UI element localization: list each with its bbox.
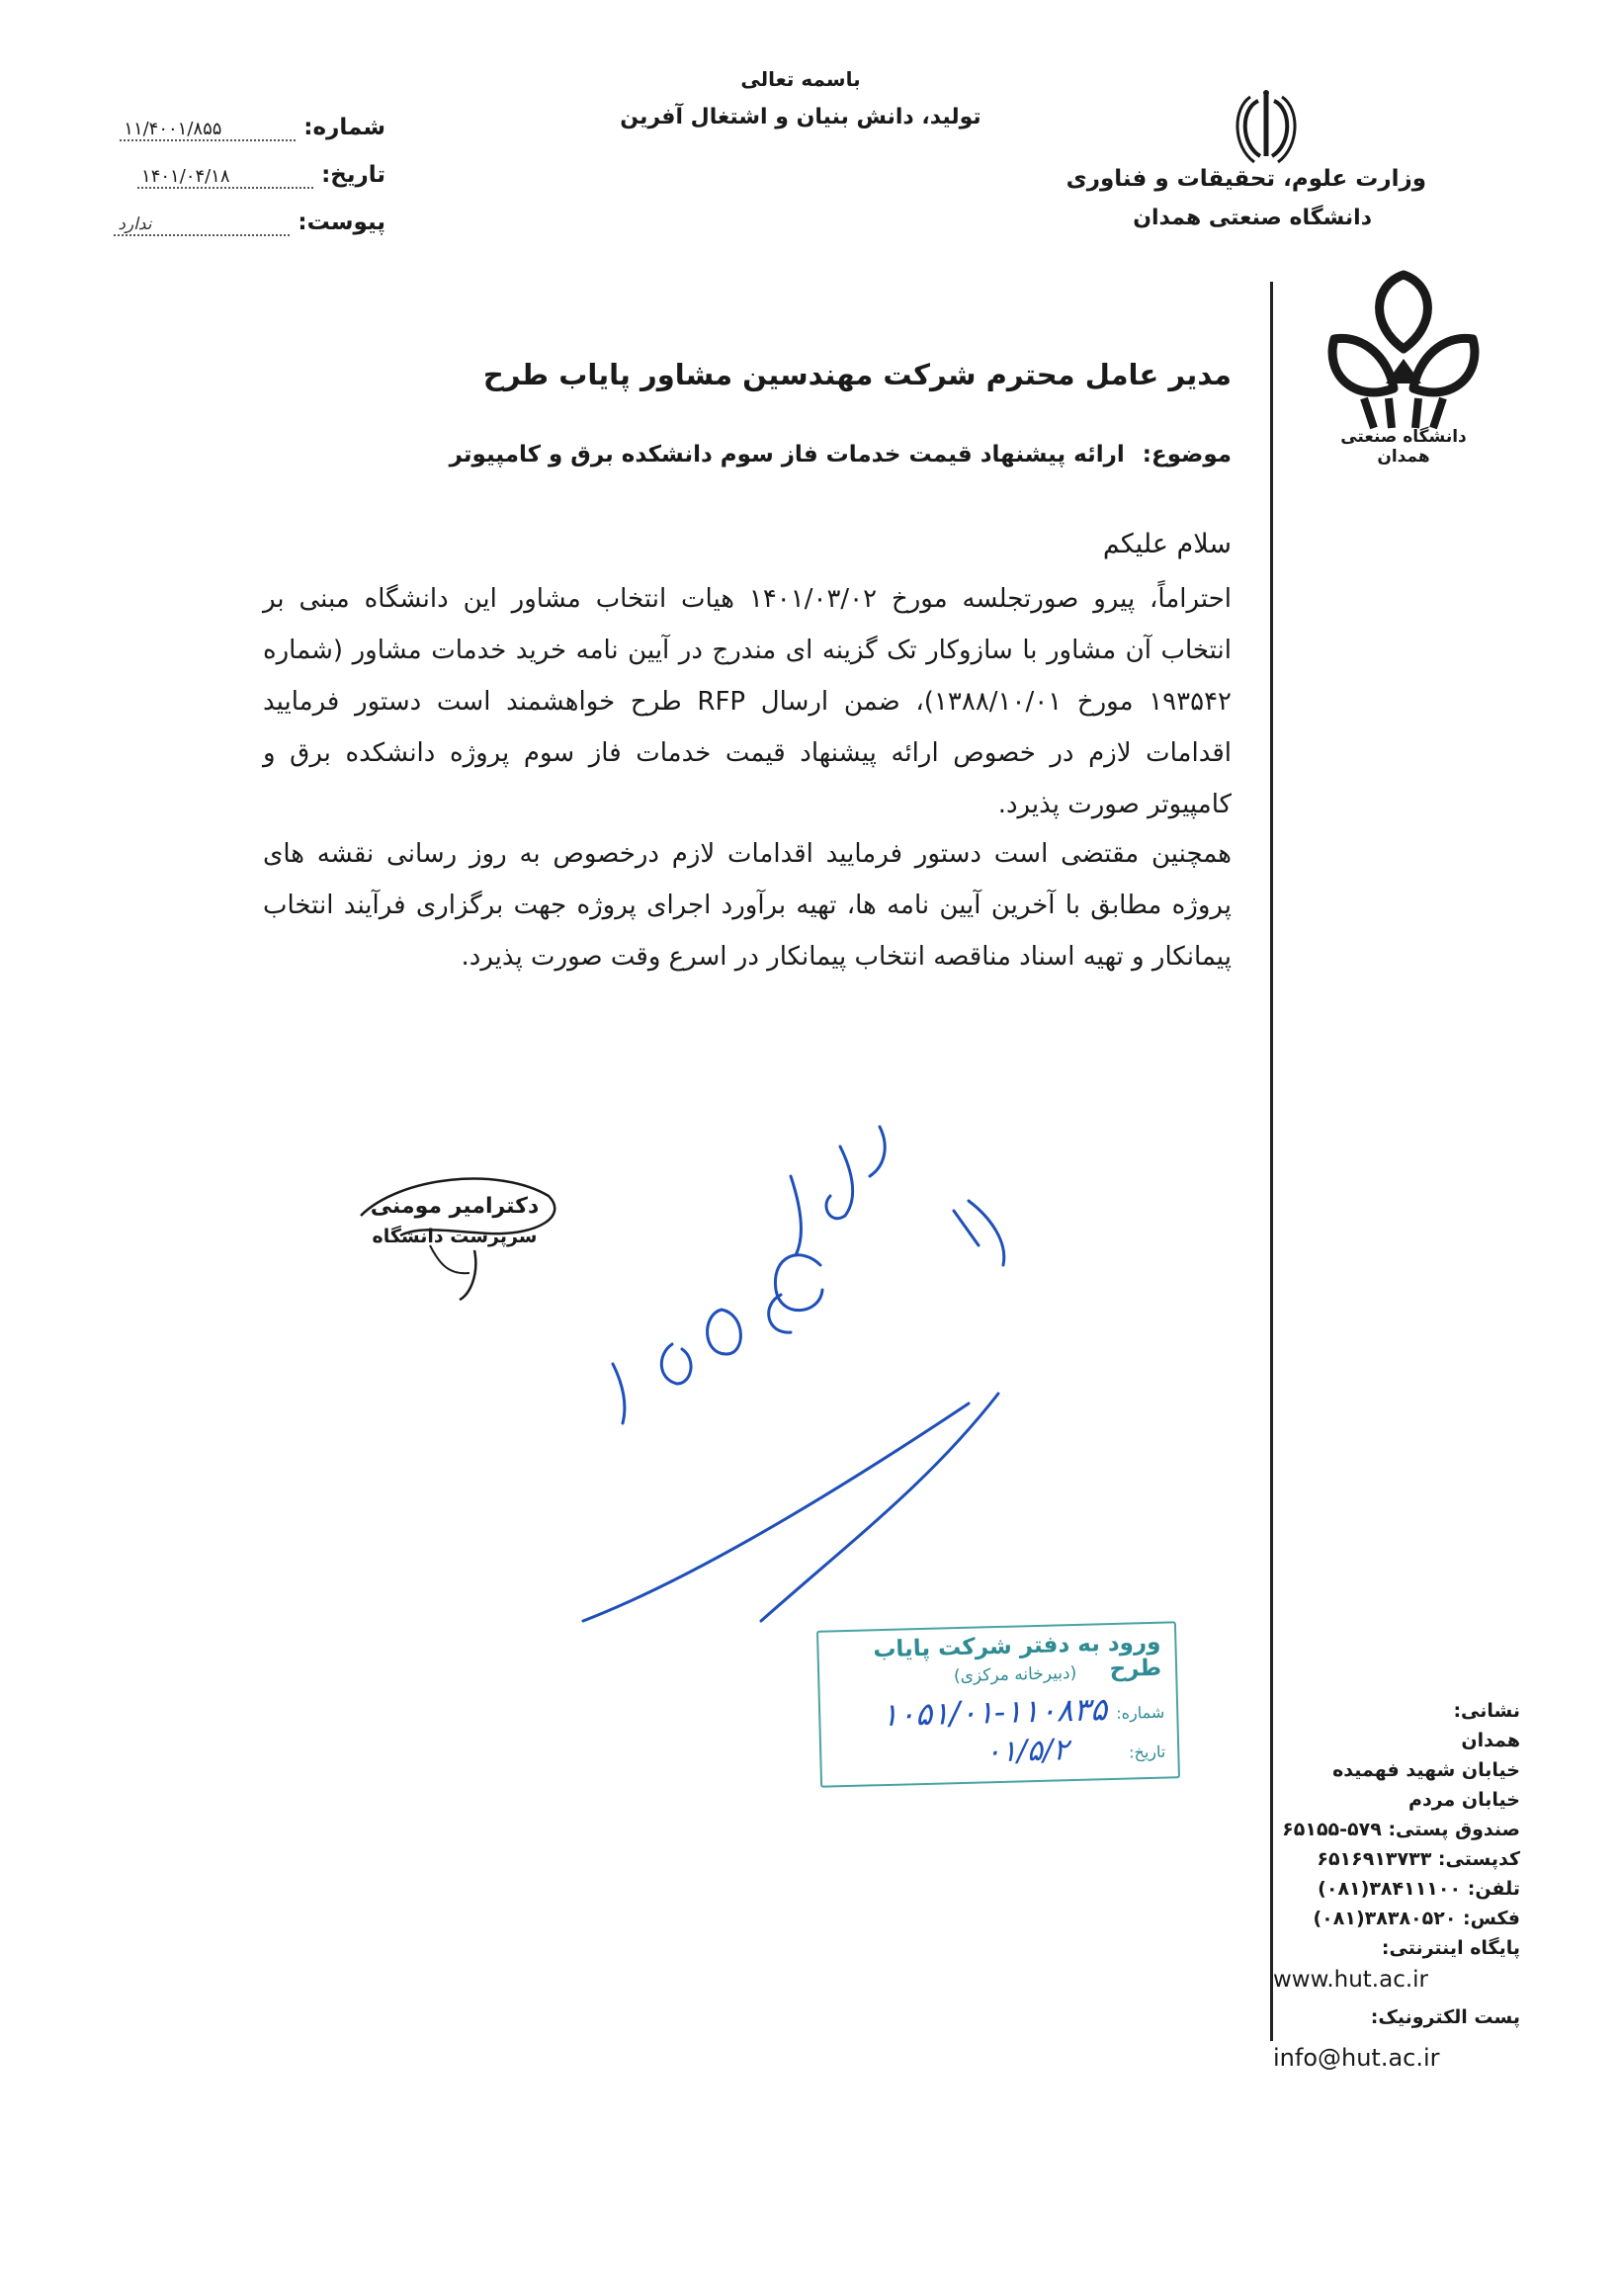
address-fax: فکس: ۳۸۳۸۰۵۲۰(۰۸۱) — [1313, 1908, 1520, 1929]
body-paragraph-1: احتراماً، پیرو صورتجلسه مورخ ۱۴۰۱/۰۳/۰۲ هیات انتخاب مشاور این دانشگاه مبنی بر انتخاب آن مشاور با سازوکار تک گزینه ای مندرج در آیین نامه خرید خدمات مشاور (شماره ۱۹۳۵۴۲ مورخ ۱۳۸۸/۱۰/۰۱)، ضمن ارسال RFP طرح خواهشمند است دستور فرمایید اقدامات لازم در خصوص ارائه پیشنهاد قیمت خدمات فاز سوم پروژه دانشکده برق و کامپیوتر صورت پذیرد. — [263, 584, 1232, 819]
greeting: سلام علیکم — [1102, 529, 1232, 559]
subject-label: موضوع: — [1142, 442, 1232, 468]
address-website-label: پایگاه اینترنتی: — [1381, 1937, 1520, 1959]
letter-attachment-value: ندارد — [114, 214, 290, 236]
stamp-number-value: ۱۰۵۱/۰۱-۱۱۰۸۳۵ — [881, 1690, 1108, 1735]
stamp-date-value: ۰۱/۵/۲ — [984, 1733, 1069, 1770]
letter-attachment-label: پیوست: — [298, 210, 385, 235]
letter-number-value: ۱۱/۴۰۰۱/۸۵۵ — [120, 119, 296, 141]
stamp-date-label: تاریخ: — [1128, 1742, 1166, 1762]
column-divider — [1270, 282, 1273, 2041]
address-website[interactable]: www.hut.ac.ir — [1273, 1967, 1429, 1993]
letter-attachment-row — [114, 210, 385, 236]
stamp-number-label: شماره: — [1115, 1702, 1165, 1723]
ministry-name: وزارت علوم، تحقیقات و فناوری — [1065, 166, 1426, 192]
receipt-stamp — [816, 1621, 1180, 1787]
address-email[interactable]: info@hut.ac.ir — [1273, 2044, 1440, 2072]
address-city: همدان — [1461, 1730, 1520, 1751]
address-phone: تلفن: ۳۸۴۱۱۱۰۰(۰۸۱) — [1318, 1878, 1520, 1900]
bismillah-heading: باسمه تعالی — [740, 67, 861, 91]
year-slogan: تولید، دانش بنیان و اشتغال آفرین — [620, 105, 981, 129]
handwritten-annotation-icon — [554, 1107, 1107, 1660]
body-paragraph-2: همچنین مقتضی است دستور فرمایید اقدامات لازم درخصوص به روز رسانی نقشه های پروژه مطابق با آخرین آیین نامه ها، تهیه برآورد اجرای پروژه جهت برگزاری فرآیند انتخاب پیمانکار و تهیه اسناد مناقصه انتخاب پیمانکار در اسرع وقت صورت پذیرد. — [263, 839, 1232, 972]
signatory-title: سرپرست دانشگاه — [372, 1226, 538, 1247]
stamp-title: ورود به دفتر شرکت پایاب طرح — [873, 1629, 1162, 1683]
stamp-subtitle: (دبیرخانه مرکزی) — [953, 1662, 1077, 1687]
letter-number-row — [120, 115, 385, 141]
university-logo-icon — [1315, 265, 1492, 438]
address-street-2: خیابان مردم — [1408, 1789, 1520, 1811]
letter-date-value: ۱۴۰۱/۰۴/۱۸ — [137, 166, 313, 189]
address-label: نشانی: — [1453, 1700, 1520, 1722]
subject-text: ارائه پیشنهاد قیمت خدمات فاز سوم دانشکده برق و کامپیوتر — [449, 442, 1125, 468]
letter-date-label: تاریخ: — [321, 162, 385, 188]
letter-number-label: شماره: — [303, 115, 385, 140]
address-postal-code: کدپستی: ۶۵۱۶۹۱۳۷۳۳ — [1317, 1848, 1520, 1870]
university-name: دانشگاه صنعتی همدان — [1133, 206, 1372, 230]
address-po-box: صندوق پستی: ۵۷۹-۶۵۱۵۵ — [1282, 1819, 1520, 1840]
address-street-1: خیابان شهید فهمیده — [1332, 1759, 1520, 1781]
subject-line — [450, 442, 1232, 468]
logo-caption: دانشگاه صنعتی همدان — [1340, 427, 1467, 467]
signatory-name: دکترامیر مومنی — [370, 1194, 540, 1219]
letter-date-row — [137, 162, 385, 189]
iran-emblem-icon — [1231, 87, 1302, 166]
address-email-label: پست الکترونیک: — [1370, 2006, 1520, 2028]
recipient: مدیر عامل محترم شرکت مهندسین مشاور پایاب طرح — [482, 358, 1232, 391]
